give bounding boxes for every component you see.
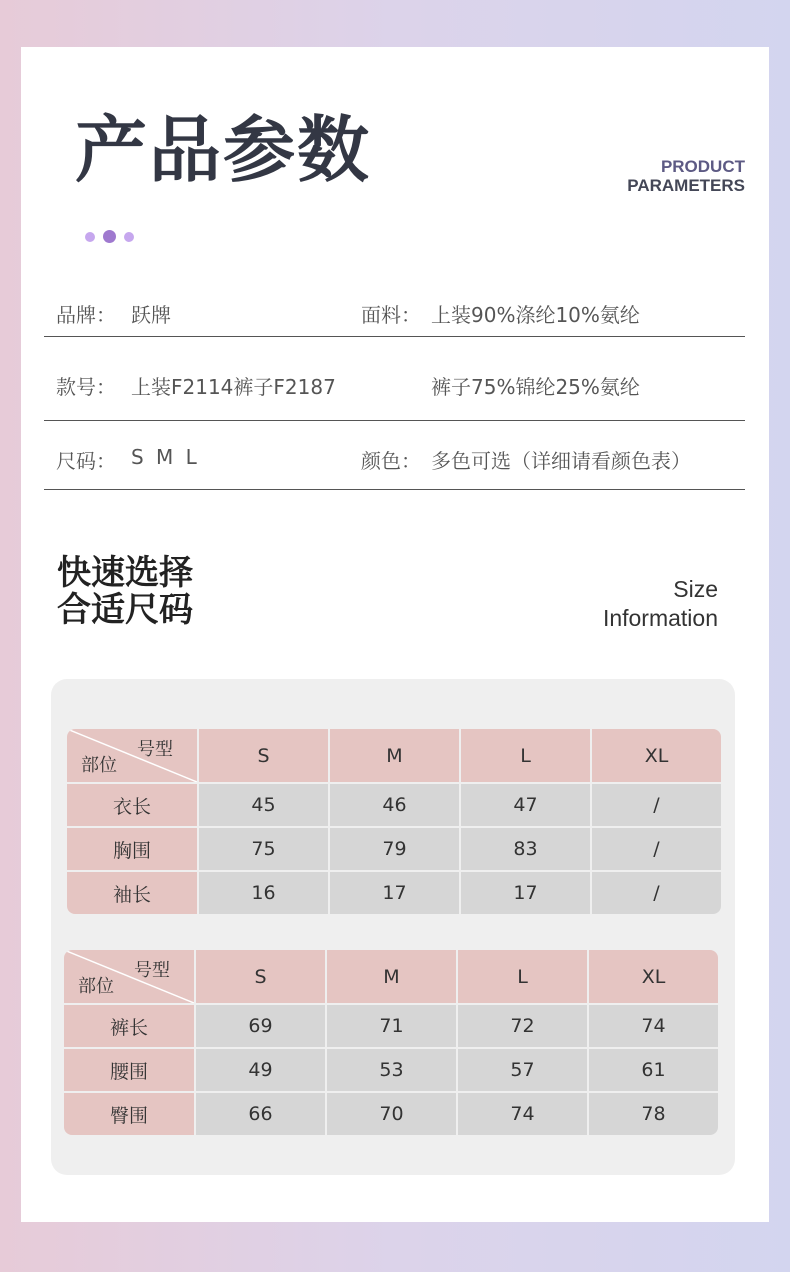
bottom-size-table <box>64 950 718 1135</box>
measurement-cell: 16 <box>199 872 328 914</box>
size-section-english <box>603 575 718 633</box>
page-title: 产品参数 <box>75 108 372 192</box>
measurement-cell: 71 <box>327 1005 456 1047</box>
table-row <box>64 1005 718 1047</box>
measurement-cell: 66 <box>196 1093 325 1135</box>
measurement-cell: 47 <box>461 784 590 826</box>
part-label-cell: 袖长 <box>67 872 197 914</box>
param-value: 上装90%涤纶10%氨纶 <box>431 303 640 327</box>
dot-icon <box>85 232 95 242</box>
table-corner-cell <box>67 729 197 782</box>
size-header-cell: S <box>196 950 325 1003</box>
size-title-line1: 快速选择 <box>57 553 193 593</box>
top-size-table <box>67 729 721 914</box>
size-section-title <box>57 555 193 629</box>
dot-icon <box>103 230 116 243</box>
dot-icon <box>124 232 134 242</box>
measurement-cell: 49 <box>196 1049 325 1091</box>
param-row <box>44 337 745 421</box>
size-header-cell: M <box>327 950 456 1003</box>
size-title-line2: 合适尺码 <box>57 590 193 630</box>
measurement-cell: / <box>592 784 721 826</box>
table-header-row <box>67 729 721 782</box>
measurement-cell: 53 <box>327 1049 456 1091</box>
measurement-cell: 72 <box>458 1005 587 1047</box>
measurement-cell: 46 <box>330 784 459 826</box>
part-label-cell: 腰围 <box>64 1049 194 1091</box>
measurement-cell: 79 <box>330 828 459 870</box>
measurement-cell: 61 <box>589 1049 718 1091</box>
table-row <box>64 1093 718 1135</box>
part-label-cell: 衣长 <box>67 784 197 826</box>
size-header-cell: L <box>458 950 587 1003</box>
measurement-cell: 74 <box>589 1005 718 1047</box>
part-label-cell: 裤长 <box>64 1005 194 1047</box>
measurement-cell: / <box>592 828 721 870</box>
table-corner-cell <box>64 950 194 1003</box>
part-label-cell: 胸围 <box>67 828 197 870</box>
param-label: 款号： <box>56 375 116 399</box>
corner-label-size: 号型 <box>137 739 173 760</box>
corner-label-part: 部位 <box>81 755 117 776</box>
param-label: 颜色： <box>361 449 421 473</box>
param-label: 尺码： <box>56 449 116 473</box>
size-header-cell: M <box>330 729 459 782</box>
measurement-cell: 17 <box>461 872 590 914</box>
measurement-cell: 74 <box>458 1093 587 1135</box>
corner-label-part: 部位 <box>78 976 114 997</box>
param-row <box>44 273 745 337</box>
size-en-line1: Size <box>673 576 718 602</box>
size-header-cell: L <box>461 729 590 782</box>
param-value: 上装F2114裤子F2187 <box>131 375 336 399</box>
measurement-cell: 69 <box>196 1005 325 1047</box>
title-en-line1: PRODUCT <box>660 157 745 176</box>
measurement-cell: 57 <box>458 1049 587 1091</box>
content-card <box>21 47 769 1222</box>
page-title-english <box>627 157 745 195</box>
size-en-line2: Information <box>602 605 718 631</box>
param-row <box>44 421 745 490</box>
param-value: 多色可选（详细请看颜色表） <box>431 449 691 473</box>
table-row <box>67 784 721 826</box>
measurement-cell: 70 <box>327 1093 456 1135</box>
size-tables-panel <box>51 679 735 1175</box>
table-row <box>64 1049 718 1091</box>
measurement-cell: 75 <box>199 828 328 870</box>
param-value: 裤子75%锦纶25%氨纶 <box>431 375 640 399</box>
product-parameters <box>44 273 745 490</box>
param-value: S M L <box>131 445 200 469</box>
part-label-cell: 臀围 <box>64 1093 194 1135</box>
title-en-line2: PARAMETERS <box>627 176 745 195</box>
measurement-cell: 17 <box>330 872 459 914</box>
size-header-cell: XL <box>592 729 721 782</box>
size-header-cell: S <box>199 729 328 782</box>
measurement-cell: 83 <box>461 828 590 870</box>
measurement-cell: 78 <box>589 1093 718 1135</box>
table-header-row <box>64 950 718 1003</box>
param-label: 面料： <box>361 303 421 327</box>
size-header-cell: XL <box>589 950 718 1003</box>
measurement-cell: / <box>592 872 721 914</box>
table-row <box>67 872 721 914</box>
param-label: 品牌： <box>56 303 116 327</box>
measurement-cell: 45 <box>199 784 328 826</box>
corner-label-size: 号型 <box>134 960 170 981</box>
table-row <box>67 828 721 870</box>
param-value: 跃牌 <box>131 303 171 327</box>
